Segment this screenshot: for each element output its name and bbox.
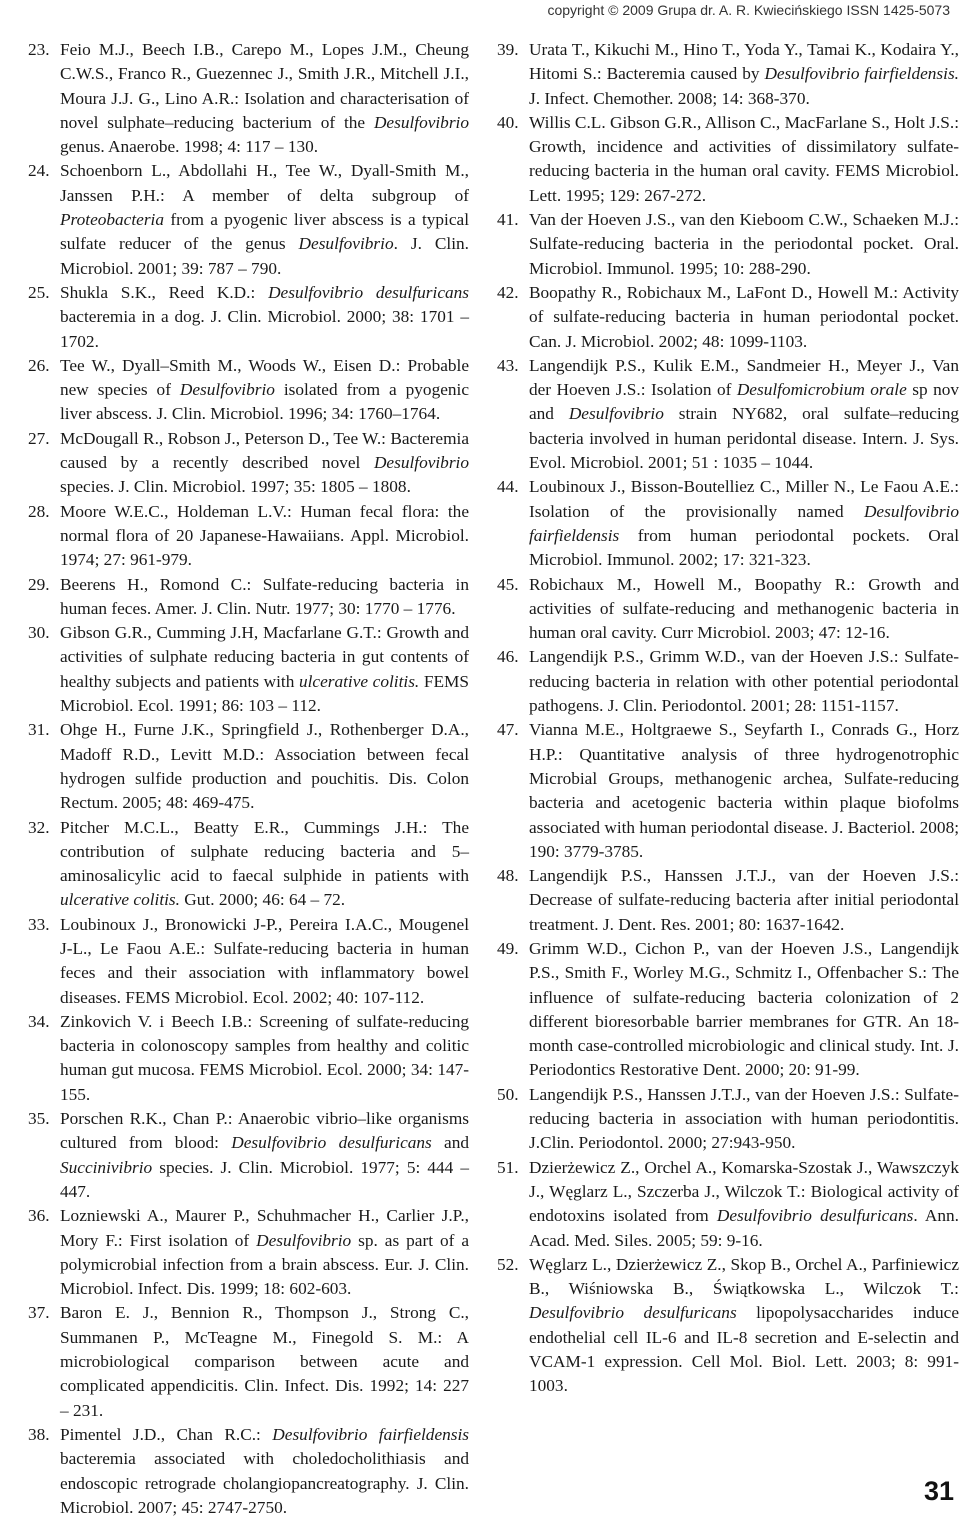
reference-number: 43. — [497, 355, 519, 375]
reference-entry — [497, 1083, 959, 1156]
reference-text: FEMS Microbiol. Ecol. 1991; 86: 103 – 112. — [60, 671, 469, 716]
reference-italic-text: Desulfovibrio fairfieldensis. — [764, 64, 959, 84]
reference-text: Lozniewski A., Maurer P., Schuhmacher H., Carlier J.P., Mory F.: First isolation of — [60, 1206, 469, 1250]
reference-entry — [497, 111, 959, 208]
reference-entry — [28, 718, 469, 815]
reference-entry — [28, 913, 469, 1010]
reference-number: 26. — [28, 355, 50, 375]
reference-text: from a pyogenic liver abscess is a typical sulfate reducer of the genus — [60, 210, 469, 254]
reference-text: Gut. 2000; 46: 64 – 72. — [179, 890, 346, 910]
reference-entry — [497, 573, 959, 646]
reference-number: 23. — [28, 40, 50, 59]
reference-entry — [28, 159, 469, 280]
reference-entry — [28, 500, 469, 573]
reference-number: 39. — [497, 40, 519, 59]
reference-entry — [497, 1156, 959, 1253]
reference-column-left — [28, 38, 469, 1520]
reference-entry — [497, 937, 959, 1083]
reference-number: 36. — [28, 1206, 50, 1226]
reference-text: bacteremia in a dog. J. Clin. Microbiol. 2000; 38: 1701 – 1702. — [60, 307, 469, 351]
reference-number: 29. — [28, 574, 50, 594]
reference-text: sp nov and — [529, 380, 959, 424]
reference-italic-text: Desulfovibrio — [568, 404, 664, 424]
reference-text: Zinkovich V. i Beech I.B.: Screening of sulfate-reducing bacteria in colonoscopy samples from healthy and colitic human gut mucosa. FEMS Microbiol. Ecol. 2000; 34: 147-155. — [60, 1011, 469, 1104]
reference-number: 44. — [497, 477, 519, 497]
page-number: 31 — [923, 1476, 954, 1506]
reference-italic-text: Desulfovibrio desulfuricans — [529, 1303, 737, 1323]
reference-text: genus. Anaerobe. 1998; 4: 117 – 130. — [60, 137, 319, 157]
reference-italic-text: Desulfovibrio — [256, 1230, 352, 1250]
reference-text: species. J. Clin. Microbiol. 1997; 35: 1805 – 1808. — [60, 477, 411, 497]
reference-text: Loubinoux J., Bisson-Boutelliez C., Miller N., Le Faou A.E.: Isolation of the provisionally named — [529, 477, 959, 521]
reference-number: 42. — [497, 282, 519, 302]
reference-number: 47. — [497, 720, 519, 740]
reference-number: 51. — [497, 1157, 519, 1177]
reference-number: 31. — [28, 720, 50, 740]
reference-number: 32. — [28, 817, 50, 837]
reference-text: Robichaux M., Howell M., Boopathy R.: Growth and activities of sulfate-reducing and methanogenic bacteria in human oral cavity. Curr Microbiol. 2003; 47: 12-16. — [529, 574, 959, 643]
reference-entry — [28, 816, 469, 913]
reference-number: 38. — [28, 1424, 50, 1444]
reference-text: Dzierżewicz Z., Orchel A., Komarska-Szostak J., Wawszczyk J., Węglarz L., Szczerba J., Wilczok T.: Biological activity of endotoxins isolated from — [529, 1157, 959, 1226]
reference-number: 46. — [497, 647, 519, 667]
reference-entry — [497, 281, 959, 354]
reference-text: McDougall R., Robson J., Peterson D., Tee W.: Bacteremia caused by a recently described novel — [60, 428, 469, 473]
reference-entry — [497, 864, 959, 937]
reference-text: from human periodontal pockets. Oral Microbiol. Immunol. 2002; 17: 321-323. — [529, 525, 959, 570]
copyright-notice: copyright © 2009 Grupa dr. A. R. Kwiecińskiego ISSN 1425-5073 — [547, 2, 950, 18]
reference-text: Shukla S.K., Reed K.D.: — [60, 282, 269, 302]
reference-entry — [497, 645, 959, 718]
reference-italic-text: Desulfovibrio fairfieldensis — [529, 501, 959, 545]
reference-entry — [28, 1204, 469, 1301]
reference-text: Langendijk P.S., Grimm W.D., van der Hoeven J.S.: Sulfate-reducing bacteria in relation with other potential periodontal pathogens. J. Clin. Periodontol. 2001; 28: 1151-1157. — [529, 647, 959, 716]
reference-text: sp. as part of a polymicrobial infection from a brain abscess. Eur. J. Clin. Microbiol. Infect. Dis. 1999; 18: 602-603. — [60, 1230, 469, 1299]
reference-text: species. J. Clin. Microbiol. 1977; 5: 444 – 447. — [60, 1157, 469, 1201]
reference-number: 27. — [28, 428, 50, 448]
reference-entry — [28, 621, 469, 718]
reference-text: lipopolysaccharides induce endothelial cell IL-6 and IL-8 secretion and E-selectin and VCAM-1 expression. Cell Mol. Biol. Lett. 2003; 8: 991-1003. — [529, 1303, 959, 1396]
reference-text: bacteremia associated with choledocholithiasis and endoscopic retrograde cholangiopancreatography. J. Clin. Microbiol. 2007; 45: 2747-2750. — [60, 1449, 469, 1517]
reference-italic-text: Succinivibrio — [60, 1157, 153, 1177]
reference-entry — [28, 573, 469, 622]
reference-number: 33. — [28, 914, 50, 934]
reference-text: Schoenborn L., Abdollahi H., Tee W., Dyall-Smith M., Janssen P.H.: A member of delta subgroup of — [60, 161, 469, 205]
reference-number: 25. — [28, 282, 50, 302]
reference-number: 28. — [28, 501, 50, 521]
reference-number: 30. — [28, 623, 50, 643]
reference-text: strain NY682, oral sulfate–reducing bacteria involved in human peridontal disease. Intern. J. Sys. Evol. Microbiol. 2001; 51 : 1035 – 1044. — [529, 404, 959, 473]
reference-italic-text: ulcerative colitis. — [60, 890, 180, 910]
reference-italic-text: Desulfovibrio fairfieldensis — [272, 1424, 470, 1444]
reference-text: Loubinoux J., Bronowicki J-P., Pereira I.A.C., Mougenel J-L., Le Faou A.E.: Sulfate-reducing bacteria in human feces and their association with inflammatory bowel diseases. FEMS Microbiol. Ecol. 2002; 40: 107-112. — [60, 914, 469, 1007]
reference-entry — [497, 354, 959, 475]
reference-text: Gibson G.R., Cumming J.H, Macfarlane G.T.: Growth and activities of sulphate reducing bacteria in gut contents of healthy subjects and patients with — [60, 623, 469, 691]
reference-number: 52. — [497, 1254, 519, 1274]
reference-entry — [28, 1423, 469, 1520]
reference-text: Baron E. J., Bennion R., Thompson J., Strong C., Summanen P., McTeagne M., Finegold S. M.: A microbiological comparison between acute and complicated appendicitis. Clin. Infect. Dis. 1992; 14: 227 – 231. — [60, 1303, 469, 1420]
reference-entry — [28, 354, 469, 427]
reference-text: Grimm W.D., Cichon P., van der Hoeven J.S., Langendijk P.S., Smith F., Worley M.G., Schmitz I., Offenbacher S.: The influence of sulfate-reducing bacteria colonization of 2 different bioresorbable barrier membranes for GTR. An 18-month case-controlled microbiologic and clinical study. Int. J. Periodontics Restorative Dent. 2000; 20: 91-99. — [529, 938, 959, 1080]
reference-entry — [28, 1010, 469, 1107]
reference-text: Tee W., Dyall–Smith M., Woods W., Eisen D.: Probable new species of — [60, 355, 469, 400]
reference-entry — [497, 1253, 959, 1399]
reference-italic-text: Proteobacteria — [60, 210, 164, 230]
reference-text: Beerens H., Romond C.: Sulfate-reducing bacteria in human feces. Amer. J. Clin. Nutr. 1977; 30: 1770 – 1776. — [60, 574, 469, 618]
reference-italic-text: Desulfovibrio desulfuricans — [231, 1133, 432, 1153]
reference-italic-text: Desulfovibrio — [373, 453, 469, 473]
reference-entry — [28, 281, 469, 354]
reference-entry — [497, 718, 959, 864]
reference-italic-text: Desulfovibrio — [298, 234, 394, 254]
reference-text: . J. Clin. Microbiol. 2001; 39: 787 – 790. — [60, 234, 469, 278]
reference-text: Willis C.L. Gibson G.R., Allison C., MacFarlane S., Holt J.S.: Growth, incidence and activities of dissimilatory sulfate-reducing bacteria in the human oral cavity. FEMS Microbiol. Lett. 1995; 129: 267-272. — [529, 112, 959, 205]
reference-entry — [28, 427, 469, 500]
reference-italic-text: Desulfovibrio desulfuricans — [716, 1206, 914, 1226]
reference-entry — [28, 38, 469, 159]
reference-text: Porschen R.K., Chan P.: Anaerobic vibrio–like organisms cultured from blood: — [60, 1109, 469, 1153]
reference-text: Pimentel J.D., Chan R.C.: — [60, 1424, 273, 1444]
reference-italic-text: Desulfovibrio — [179, 380, 275, 400]
reference-text: Urata T., Kikuchi M., Hino T., Yoda Y., Tamai K., Kodaira Y., Hitomi S.: Bacteremia caused by — [529, 40, 959, 84]
reference-text: Pitcher M.C.L., Beatty E.R., Cummings J.H.: The contribution of sulphate reducing bacteria and 5–aminosalicylic acid to faecal sulphide in patients with — [60, 817, 469, 886]
reference-text: Langendijk P.S., Hanssen J.T.J., van der Hoeven J.S.: Decrease of sulfate-reducing bacteria after initial periodontal treatment. J. Dent. Res. 2001; 80: 1637-1642. — [529, 866, 959, 934]
reference-text: Langendijk P.S., Hanssen J.T.J., van der Hoeven J.S.: Sulfate-reducing bacteria in association with human periodontitis. J.Clin. Periodontol. 2000; 27:943-950. — [529, 1084, 959, 1153]
reference-number: 41. — [497, 210, 519, 230]
reference-text: Van der Hoeven J.S., van den Kieboom C.W., Schaeken M.J.: Sulfate-reducing bacteria in the periodontal pocket. Oral. Microbiol. Immunol. 1995; 10: 288-290. — [529, 210, 959, 278]
reference-italic-text: Desulfomicrobium orale — [736, 380, 907, 400]
reference-text: Feio M.J., Beech I.B., Carepo M., Lopes J.M., Cheung C.W.S., Franco R., Guezennec J., Smith J.R., Mitchell J.I., Moura J.J. G., Lino A.R.: Isolation and characterisation of novel sulphate–reducing bacterium of the — [60, 40, 469, 132]
reference-text: and — [431, 1133, 469, 1153]
reference-number: 49. — [497, 938, 519, 958]
reference-text: Ohge H., Furne J.K., Springfield J., Rothenberger D.A., Madoff R.D., Levitt M.D.: Association between fecal hydrogen sulfide production and pouchitis. Dis. Colon Rectum. 2005; 48: 469-475. — [60, 720, 469, 813]
reference-number: 45. — [497, 574, 519, 594]
reference-entry — [497, 38, 959, 111]
reference-number: 50. — [497, 1084, 519, 1104]
reference-italic-text: ulcerative colitis. — [298, 671, 420, 691]
reference-italic-text: Desulfovibrio desulfuricans — [268, 282, 469, 302]
reference-column-right — [497, 38, 959, 1399]
reference-number: 34. — [28, 1011, 50, 1031]
reference-entry — [28, 1301, 469, 1422]
reference-text: Boopathy R., Robichaux M., LaFont D., Howell M.: Activity of sulfate-reducing bacteria in human periodontal pocket. Can. J. Microbiol. 2002; 48: 1099-1103. — [529, 282, 959, 351]
reference-text: Moore W.E.C., Holdeman L.V.: Human fecal flora: the normal flora of 20 Japanese-Hawaiians. Appl. Microbiol. 1974; 27: 961-979. — [60, 501, 469, 570]
reference-text: isolated from a pyogenic liver abscess. J. Clin. Microbiol. 1996; 34: 1760–1764. — [60, 380, 469, 424]
reference-entry — [497, 475, 959, 572]
reference-entry — [28, 1107, 469, 1204]
reference-italic-text: Desulfovibrio — [373, 112, 469, 132]
reference-text: J. Infect. Chemother. 2008; 14: 368-370. — [529, 88, 810, 108]
reference-number: 37. — [28, 1303, 50, 1323]
reference-number: 48. — [497, 866, 519, 886]
reference-number: 35. — [28, 1109, 50, 1129]
reference-number: 40. — [497, 112, 519, 132]
reference-entry — [497, 208, 959, 281]
reference-number: 24. — [28, 161, 50, 181]
reference-text: Vianna M.E., Holtgraewe S., Seyfarth I., Conrads G., Horz H.P.: Quantitative analysis of three hydrogenotrophic Microbial Groups, methanogenic archea, Sulfate-reducing bacteria and acetogenic bacteria within plaque biofolms associated with human periodontal disease. J. Bacteriol. 2008; 190: 3779-3785. — [529, 720, 960, 861]
reference-text: Węglarz L., Dzierżewicz Z., Skop B., Orchel A., Parfiniewicz B., Wiśniowska B., Świątkowska L., Wilczok T.: — [529, 1254, 959, 1299]
reference-text: Langendijk P.S., Kulik E.M., Sandmeier H., Meyer J., Van der Hoeven J.S.: Isolation of — [529, 355, 959, 400]
reference-text: . Ann. Acad. Med. Siles. 2005; 59: 9-16. — [529, 1206, 959, 1250]
